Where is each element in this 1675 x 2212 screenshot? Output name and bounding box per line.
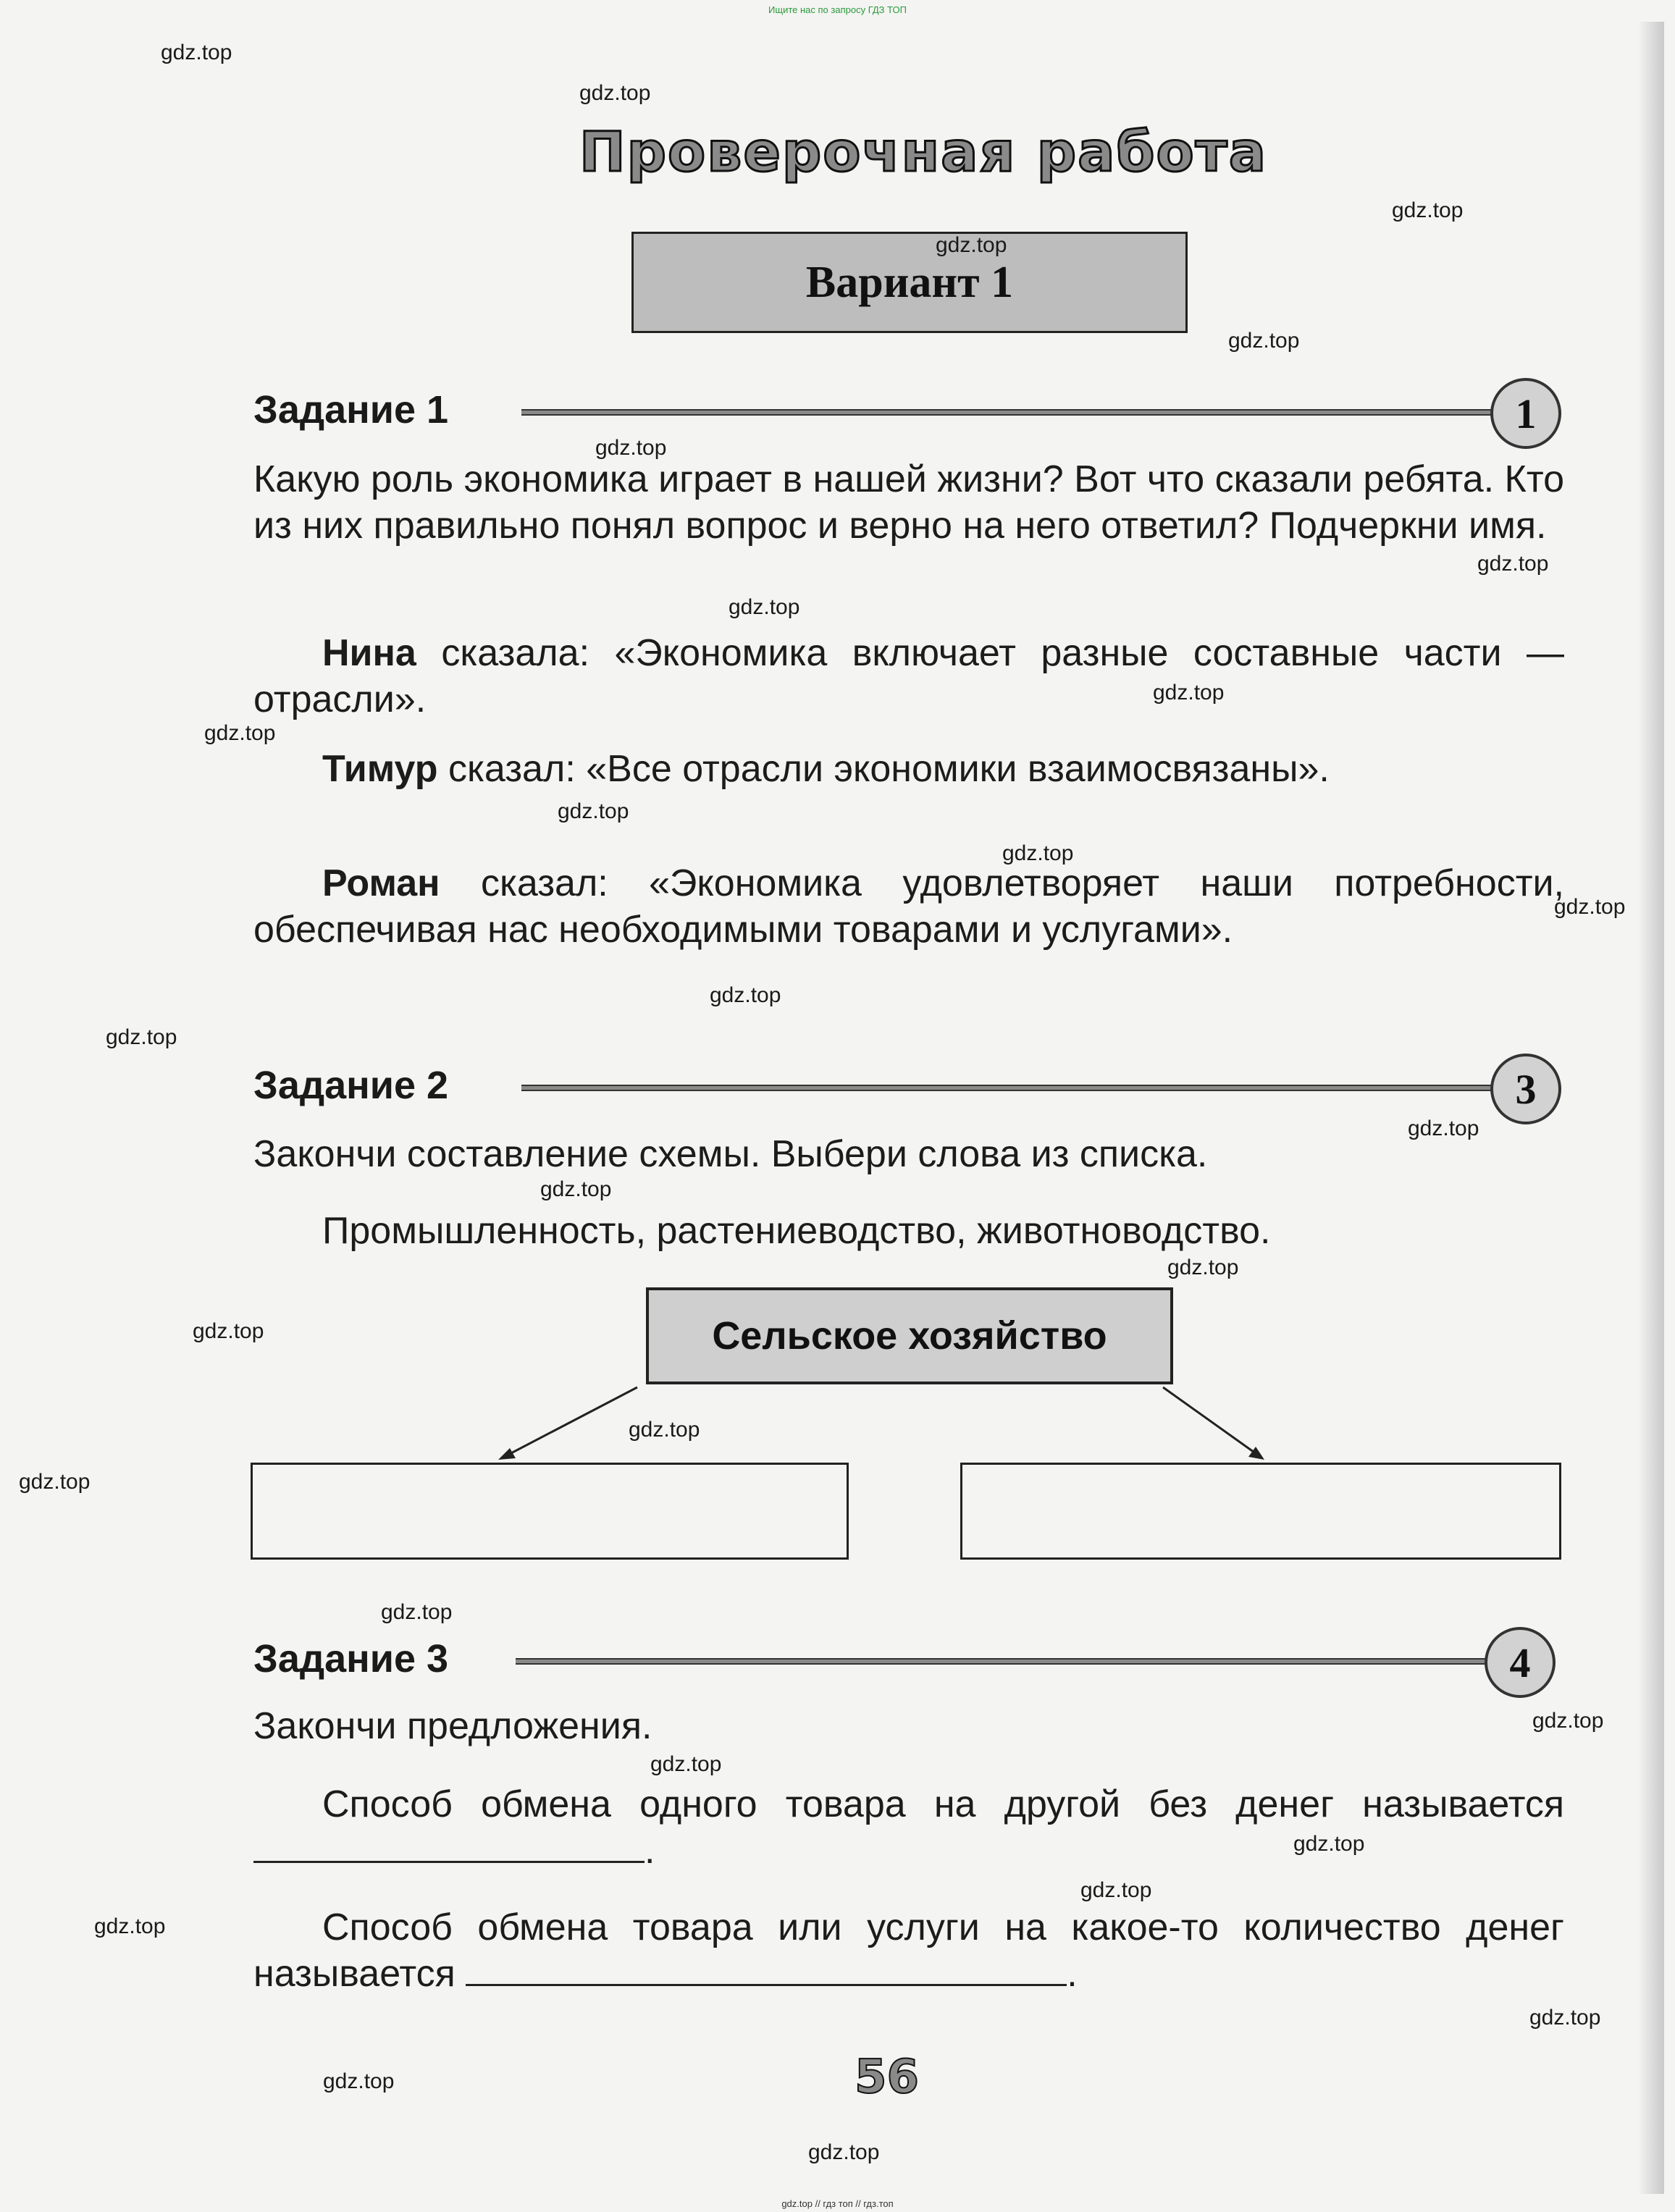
page-number: 56 (855, 2051, 920, 2104)
answer-text: «Экономика включает разные составные части — отрасли». (253, 632, 1564, 720)
watermark[interactable]: gdz.top (193, 1319, 264, 1343)
watermark[interactable]: gdz.top (936, 233, 1007, 257)
task3-heading: Задание 3 (253, 1637, 449, 1681)
watermark[interactable]: gdz.top (1293, 1832, 1365, 1856)
sentence1-text: Способ обмена одного товара на другой без денег называется (322, 1783, 1564, 1825)
sentence2-blank[interactable] (466, 1955, 1067, 1986)
watermark[interactable]: gdz.top (1477, 552, 1549, 576)
task2-heading: Задание 2 (253, 1064, 449, 1107)
watermark[interactable]: gdz.top (1529, 2006, 1601, 2030)
scheme-arrow-left (507, 1387, 637, 1455)
sentence1-blank[interactable] (253, 1832, 645, 1863)
sentence2-end: . (1067, 1953, 1078, 1995)
answer-verb: сказал: (480, 862, 608, 904)
answer-verb: сказала: (441, 632, 590, 674)
watermark[interactable]: gdz.top (19, 1470, 91, 1494)
watermark[interactable]: gdz.top (94, 1914, 166, 1938)
watermark[interactable]: gdz.top (650, 1752, 722, 1776)
watermark[interactable]: gdz.top (1408, 1116, 1479, 1140)
answer-name: Нина (322, 632, 416, 674)
scheme-arrow-right (1163, 1387, 1256, 1454)
task1-question: Какую роль экономика играет в нашей жизни? Вот что сказали ребята. Кто из них правильно понял вопрос и верно на него ответил? Подчеркни имя. (253, 458, 1564, 547)
answer-name: Тимур (322, 748, 438, 790)
page-title: Проверочная работа (579, 119, 1268, 184)
scheme-answer-box-right[interactable] (960, 1463, 1561, 1560)
watermark[interactable]: gdz.top (710, 983, 781, 1007)
watermark[interactable]: gdz.top (1002, 841, 1074, 865)
watermark[interactable]: gdz.top (1392, 198, 1464, 222)
watermark[interactable]: gdz.top (579, 81, 651, 105)
watermark[interactable]: gdz.top (595, 436, 667, 460)
answer-name: Роман (322, 862, 440, 904)
scheme-root-label: Сельское хозяйство (712, 1314, 1107, 1358)
task3-sentence2 (253, 1904, 1564, 1997)
top-link[interactable]: Ищите нас по запросу ГДЗ ТОП (768, 4, 907, 15)
task2-points-badge: 3 (1490, 1054, 1561, 1124)
task1-heading: Задание 1 (253, 388, 449, 432)
watermark[interactable]: gdz.top (540, 1177, 612, 1201)
watermark[interactable]: gdz.top (1228, 329, 1300, 353)
scheme-answer-box-left[interactable] (251, 1463, 849, 1560)
watermark[interactable]: gdz.top (1532, 1709, 1604, 1733)
variant-label: Вариант 1 (805, 257, 1014, 307)
answer-verb: сказал: (448, 748, 576, 790)
task3-instruction: Закончи предложения. (253, 1705, 652, 1747)
watermark[interactable]: gdz.top (204, 721, 276, 745)
watermark[interactable]: gdz.top (1554, 895, 1626, 919)
task2-instruction: Закончи составление схемы. Выбери слова из списка. (253, 1133, 1208, 1175)
answer-text: «Все отрасли экономики взаимосвязаны». (586, 748, 1330, 790)
task3-points-badge: 4 (1485, 1627, 1556, 1698)
watermark[interactable]: gdz.top (1167, 1256, 1239, 1279)
arrowhead-left-icon (498, 1448, 516, 1460)
watermark[interactable]: gdz.top (629, 1418, 700, 1442)
watermark[interactable]: gdz.top (1153, 681, 1225, 705)
task2-word-list: Промышленность, растениеводство, животноводство. (322, 1210, 1271, 1252)
sentence2-text: Способ обмена товара или услуги на какое-то количество денег называется (253, 1906, 1564, 1995)
watermark[interactable]: gdz.top (729, 595, 800, 619)
task3-sentence1 (253, 1781, 1564, 1874)
task1-points-badge: 1 (1490, 378, 1561, 449)
watermark[interactable]: gdz.top (323, 2069, 395, 2093)
footer-link[interactable]: gdz.top // гдз топ // гдз.топ (781, 2198, 894, 2209)
watermark[interactable]: gdz.top (161, 41, 232, 64)
watermark[interactable]: gdz.top (1080, 1878, 1152, 1902)
task3-rule (516, 1658, 1486, 1665)
sentence1-end: . (645, 1830, 655, 1872)
watermark[interactable]: gdz.top (558, 799, 629, 823)
watermark[interactable]: gdz.top (106, 1025, 177, 1049)
answer-text: «Экономика удовлетворяет наши потребности, обеспечивая нас необходимыми товарами и услугами». (253, 862, 1565, 951)
watermark[interactable]: gdz.top (808, 2140, 880, 2164)
watermark[interactable]: gdz.top (381, 1600, 453, 1624)
